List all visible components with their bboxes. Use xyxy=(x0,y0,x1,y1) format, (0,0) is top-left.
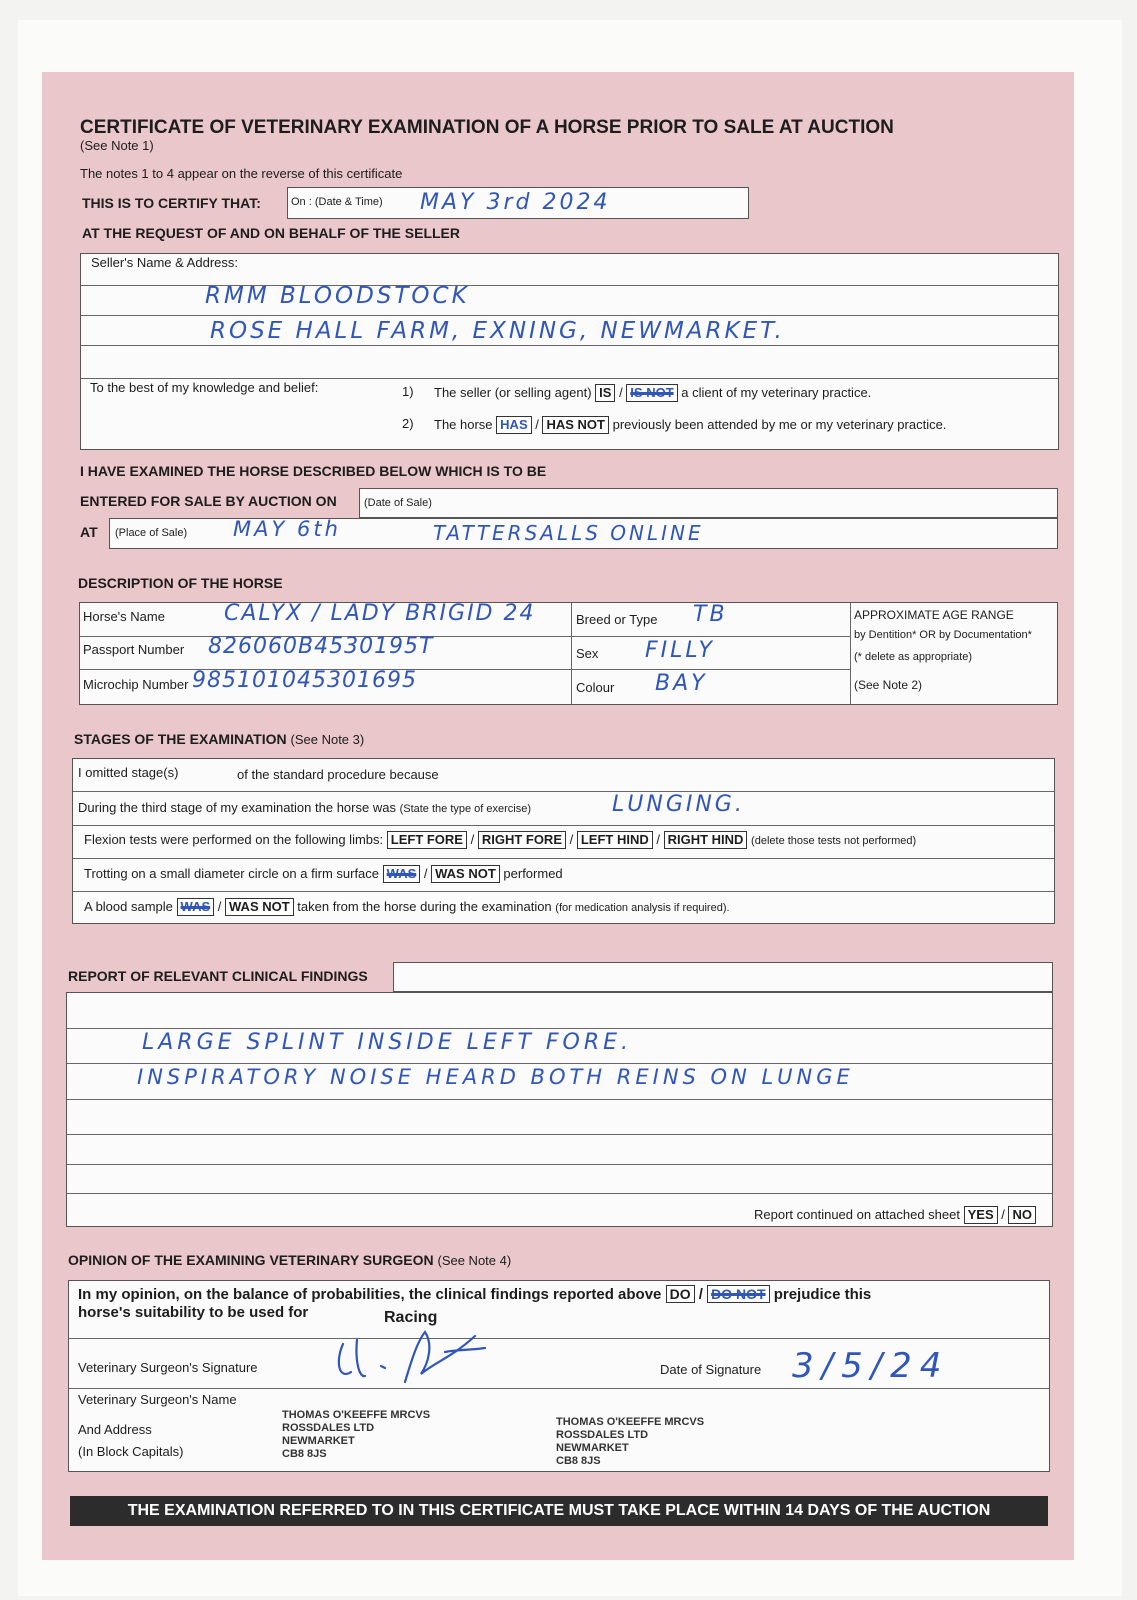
blood-tail: taken from the horse during the examination xyxy=(297,899,552,914)
notes-line: The notes 1 to 4 appear on the reverse of this certificate xyxy=(80,166,403,181)
item1-tail: a client of my veterinary practice. xyxy=(681,385,872,400)
passport-value: 826060B4530195T xyxy=(208,634,434,659)
date-of-signature-value: 3/5/24 xyxy=(792,1346,950,1386)
suitability-label: horse's suitability to be used for xyxy=(78,1304,309,1321)
row-divider xyxy=(73,891,1054,892)
ruled-line xyxy=(81,315,1058,316)
address-label: And Address xyxy=(78,1422,152,1437)
third-stage-label: During the third stage of my examination the horse was xyxy=(78,800,396,815)
certificate-title: CERTIFICATE OF VETERINARY EXAMINATION OF A HORSE PRIOR TO SALE AT AUCTION xyxy=(80,117,894,138)
ruled-line xyxy=(81,378,1058,379)
colour-value: BAY xyxy=(655,671,708,696)
third-stage-value: LUNGING. xyxy=(612,792,745,817)
age-delete: (* delete as appropriate) xyxy=(854,651,973,663)
item2-has-option[interactable]: HAS xyxy=(496,416,531,434)
stamp-line: THOMAS O'KEEFFE MRCVS xyxy=(556,1416,705,1428)
surgeon-stamp xyxy=(282,1409,430,1461)
opinion-statement-tail: prejudice this xyxy=(773,1286,872,1303)
signature-mark xyxy=(325,1322,515,1392)
block-capitals-label: (In Block Capitals) xyxy=(78,1444,184,1459)
blood-was-option[interactable]: WAS xyxy=(177,898,215,916)
blood-row: A blood sample WAS / WAS NOT taken from the horse during the examination (for medication analysis if required). xyxy=(84,899,730,914)
microchip-label: Microchip Number xyxy=(83,677,189,692)
flexion-note: (delete those tests not performed) xyxy=(751,835,917,847)
place-of-sale-label: (Place of Sale) xyxy=(115,527,188,539)
stamp-line: CB8 8JS xyxy=(556,1455,601,1467)
findings-header-field xyxy=(393,962,1053,992)
trot-row: Trotting on a small diameter circle on a firm surface WAS / WAS NOT performed xyxy=(84,866,563,881)
flexion-label: Flexion tests were performed on the following limbs: xyxy=(84,832,384,847)
flexion-left-fore[interactable]: LEFT FORE xyxy=(387,831,467,849)
trot-was-not-option[interactable]: WAS NOT xyxy=(431,865,500,883)
age-by: by Dentition* OR by Documentation* xyxy=(854,629,1032,641)
flexion-row: Flexion tests were performed on the following limbs: LEFT FORE / RIGHT FORE / LEFT HIND / RIGHT HIND (delete those tests not performed) xyxy=(84,832,917,847)
flexion-right-hind[interactable]: RIGHT HIND xyxy=(664,831,748,849)
ruled-line xyxy=(67,1099,1052,1100)
footer-banner: THE EXAMINATION REFERRED TO IN THIS CERTIFICATE MUST TAKE PLACE WITHIN 14 DAYS OF THE AUCTION xyxy=(70,1496,1048,1526)
row-divider xyxy=(73,791,1054,792)
ruled-line xyxy=(67,1063,1052,1064)
colour-label: Colour xyxy=(576,680,615,695)
sex-value: FILLY xyxy=(645,638,715,663)
at-label: AT xyxy=(80,524,98,540)
ruled-line xyxy=(67,1028,1052,1029)
ruled-line xyxy=(67,1134,1052,1135)
breed-value: TB xyxy=(693,602,728,627)
date-of-sale-value: MAY 6th xyxy=(233,517,341,541)
item2-text: The horse xyxy=(434,417,493,432)
ruled-line xyxy=(67,1193,1052,1194)
breed-label: Breed or Type xyxy=(576,612,658,627)
date-of-signature-label: Date of Signature xyxy=(660,1362,762,1377)
finding-line-1: LARGE SPLINT INSIDE LEFT FORE. xyxy=(142,1030,633,1055)
date-of-sale-label: (Date of Sale) xyxy=(364,497,432,509)
stamp-line: NEWMARKET xyxy=(282,1435,355,1447)
item2-tail: previously been attended by me or my veterinary practice. xyxy=(612,417,947,432)
omitted-reason: of the standard procedure because xyxy=(237,767,439,782)
examined-line: I HAVE EXAMINED THE HORSE DESCRIBED BELOW WHICH IS TO BE xyxy=(80,463,547,479)
ruled-line xyxy=(69,1338,1049,1339)
seller-name-value: RMM BLOODSTOCK xyxy=(205,283,470,309)
blood-was-not-option[interactable]: WAS NOT xyxy=(225,898,294,916)
see-note-1: (See Note 1) xyxy=(80,138,154,153)
practice-stamp xyxy=(556,1416,704,1468)
stamp-line: NEWMARKET xyxy=(556,1442,629,1454)
stages-heading: STAGES OF THE EXAMINATION xyxy=(74,731,287,747)
report-continued-label: Report continued on attached sheet xyxy=(754,1207,960,1222)
trot-was-option[interactable]: WAS xyxy=(383,865,421,883)
date-of-sale-field[interactable] xyxy=(359,488,1058,518)
opinion-heading-row xyxy=(68,1252,511,1268)
stamp-line: ROSSDALES LTD xyxy=(556,1429,649,1441)
opinion-statement-row: In my opinion, on the balance of probabilities, the clinical findings reported above DO / DO NOT prejudice this xyxy=(78,1286,872,1303)
blood-note: (for medication analysis if required). xyxy=(555,902,730,914)
entered-label: ENTERED FOR SALE BY AUCTION ON xyxy=(80,493,337,509)
seller-label: Seller's Name & Address: xyxy=(91,255,238,270)
age-heading: APPROXIMATE AGE RANGE xyxy=(854,608,1014,622)
opinion-heading: OPINION OF THE EXAMINING VETERINARY SURGEON xyxy=(68,1252,434,1268)
item2-row: The horse HAS / HAS NOT previously been attended by me or my veterinary practice. xyxy=(434,417,947,432)
continued-no-option[interactable]: NO xyxy=(1008,1206,1036,1224)
item2-number: 2) xyxy=(402,416,414,431)
flexion-right-fore[interactable]: RIGHT FORE xyxy=(478,831,566,849)
finding-line-2: INSPIRATORY NOISE HEARD BOTH REINS ON LUNGE xyxy=(137,1065,854,1089)
age-note: (See Note 2) xyxy=(854,678,923,692)
certify-label: THIS IS TO CERTIFY THAT: xyxy=(82,195,261,211)
item1-text: The seller (or selling agent) xyxy=(434,385,592,400)
passport-label: Passport Number xyxy=(83,642,185,657)
opinion-note: (See Note 4) xyxy=(437,1253,512,1268)
third-stage-note: (State the type of exercise) xyxy=(399,803,532,815)
stages-note: (See Note 3) xyxy=(290,732,365,747)
opinion-do-option[interactable]: DO xyxy=(666,1285,695,1303)
item1-is-not-option[interactable]: IS NOT xyxy=(626,384,677,402)
place-of-sale-value: TATTERSALLS ONLINE xyxy=(433,521,704,545)
stamp-line: ROSSDALES LTD xyxy=(282,1422,375,1434)
request-line: AT THE REQUEST OF AND ON BEHALF OF THE SELLER xyxy=(82,225,460,241)
trot-label: Trotting on a small diameter circle on a firm surface xyxy=(84,866,380,881)
item1-row: The seller (or selling agent) IS / IS NOT a client of my veterinary practice. xyxy=(434,385,872,400)
ruled-line xyxy=(81,345,1058,346)
knowledge-label: To the best of my knowledge and belief: xyxy=(90,380,319,395)
opinion-statement: In my opinion, on the balance of probabilities, the clinical findings reported above xyxy=(78,1286,662,1303)
horse-name-label: Horse's Name xyxy=(83,609,165,624)
ruled-line xyxy=(67,1164,1052,1165)
flexion-left-hind[interactable]: LEFT HIND xyxy=(577,831,653,849)
column-divider xyxy=(850,603,851,704)
item2-has-not-option[interactable]: HAS NOT xyxy=(542,416,609,434)
continued-yes-option[interactable]: YES xyxy=(964,1206,998,1224)
ruled-line xyxy=(69,1388,1049,1389)
use-value: Racing xyxy=(384,1309,438,1326)
on-date-label: On : (Date & Time) xyxy=(291,196,383,208)
row-divider xyxy=(73,858,1054,859)
description-heading: DESCRIPTION OF THE HORSE xyxy=(78,575,283,591)
stamp-line: CB8 8JS xyxy=(282,1448,327,1460)
stages-heading-row xyxy=(74,731,364,747)
column-divider xyxy=(571,603,572,704)
blood-label: A blood sample xyxy=(84,899,173,914)
signature-label: Veterinary Surgeon's Signature xyxy=(78,1360,258,1375)
microchip-value: 985101045301695 xyxy=(192,668,417,693)
omitted-label: I omitted stage(s) xyxy=(78,765,179,780)
row-divider xyxy=(73,825,1054,826)
surgeon-name-label: Veterinary Surgeon's Name xyxy=(78,1392,237,1407)
opinion-do-not-option[interactable]: DO NOT xyxy=(707,1285,769,1303)
third-stage-row xyxy=(78,800,531,815)
stamp-line: THOMAS O'KEEFFE MRCVS xyxy=(282,1409,431,1421)
report-continued-row: Report continued on attached sheet YES / NO xyxy=(754,1206,1036,1224)
on-date-value: MAY 3rd 2024 xyxy=(420,190,611,215)
seller-address-value: ROSE HALL FARM, EXNING, NEWMARKET. xyxy=(210,318,785,344)
row-divider xyxy=(80,636,850,637)
item1-number: 1) xyxy=(402,384,414,399)
sex-label: Sex xyxy=(576,646,599,661)
item1-is-option[interactable]: IS xyxy=(595,384,615,402)
findings-heading: REPORT OF RELEVANT CLINICAL FINDINGS xyxy=(68,968,368,984)
trot-tail: performed xyxy=(503,866,563,881)
horse-name-value: CALYX / LADY BRIGID 24 xyxy=(224,601,536,626)
